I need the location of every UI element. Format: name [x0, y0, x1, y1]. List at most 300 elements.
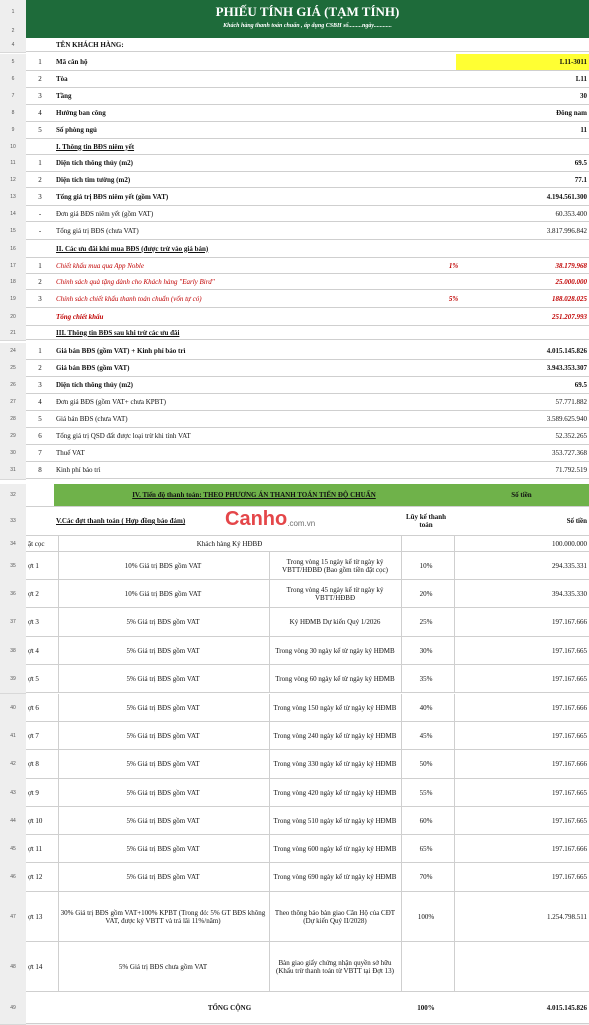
row-label: Giá bán BĐS (chưa VAT)	[56, 415, 128, 423]
column-divider	[401, 694, 402, 721]
watermark-brand: Canho	[225, 507, 288, 530]
payment-stage: ặt cọc	[28, 539, 45, 548]
row-number: 15	[0, 222, 26, 241]
column-divider	[58, 779, 59, 806]
row-number: 36	[0, 580, 26, 609]
discount-label: Chính sách quà tặng dành cho Khách hàng "Early Bird"	[56, 277, 215, 286]
after-discount-row	[26, 428, 589, 445]
customer-row	[26, 54, 589, 71]
column-divider	[454, 779, 455, 806]
discount-label: Chính sách chiết khấu thanh toán chuẩn (vốn tự có)	[56, 294, 202, 303]
payment-cumulative-percent: 30%	[419, 646, 433, 655]
page-title: PHIẾU TÍNH GIÁ (TẠM TÍNH)	[215, 4, 400, 19]
row-number: 38	[0, 637, 26, 666]
row-label: Giá bán BĐS (gồm VAT)	[56, 364, 130, 372]
payment-cumulative-percent: 40%	[419, 703, 433, 712]
payment-cumulative-percent: 65%	[419, 844, 433, 853]
payment-amount: 294.335.331	[552, 561, 587, 570]
payment-row	[26, 608, 589, 637]
column-divider	[58, 863, 59, 891]
listing-row	[26, 155, 589, 172]
payment-stage: ợt 1	[28, 561, 39, 570]
column-divider	[454, 580, 455, 607]
after-discount-row	[26, 411, 589, 428]
payment-stage: ợt 10	[28, 816, 43, 825]
payment-row	[26, 807, 589, 835]
payment-stage: ợt 4	[28, 646, 39, 655]
row-number: 24	[0, 343, 26, 361]
payment-row	[26, 863, 589, 892]
payment-cumulative-percent: 100%	[417, 912, 435, 921]
payment-amount: 394.335.330	[552, 589, 587, 598]
customer-row	[26, 105, 589, 122]
row-label: Đơn giá BĐS (gồm VAT+ chưa KPBT)	[56, 398, 166, 406]
payment-amount	[454, 942, 589, 991]
row-value: 3.943.353.307	[546, 364, 587, 372]
row-number: 30	[0, 445, 26, 463]
grand-total-label: TỔNG CỘNG	[207, 1003, 252, 1012]
payment-description: 10% Giá trị BĐS gồm VAT	[124, 561, 202, 570]
column-divider	[454, 552, 455, 579]
after-discount-row	[26, 343, 589, 360]
row-value: 353.727.368	[552, 449, 587, 457]
payment-description: 5% Giá trị BĐS gồm VAT	[126, 703, 200, 712]
row-index: 3	[38, 381, 42, 389]
column-divider	[269, 942, 270, 991]
row-number: 46	[0, 863, 26, 893]
payment-stage: ợt 11	[28, 844, 43, 853]
row-number: 20	[0, 308, 26, 327]
column-divider	[401, 637, 402, 664]
row-number: 19	[0, 290, 26, 309]
payment-cumulative-percent: 25%	[419, 618, 433, 626]
payment-amount: 100.000.000	[552, 539, 587, 548]
payment-description: 5% Giá trị BĐS gồm VAT	[126, 731, 200, 740]
payment-description: 5% Giá trị BĐS gồm VAT	[126, 618, 200, 626]
customer-row	[26, 71, 589, 88]
column-divider	[454, 694, 455, 721]
row-value: 4.194.561.300	[546, 192, 587, 201]
column-divider	[454, 722, 455, 749]
row-value: 30	[580, 92, 587, 100]
row-label: Đơn giá BĐS niêm yết (gồm VAT)	[56, 209, 154, 218]
discount-total-value: 251.207.993	[552, 312, 587, 321]
payment-description: 5% Giá trị BĐS gồm VAT	[126, 674, 200, 683]
after-discount-row	[26, 445, 589, 462]
discount-value: 25.000.000	[555, 277, 587, 286]
column-divider	[58, 892, 59, 941]
row-number: 28	[0, 411, 26, 429]
row-number: 16	[0, 240, 26, 259]
column-divider	[401, 665, 402, 692]
payment-amount: 1.254.798.511	[547, 912, 587, 921]
column-divider	[269, 863, 270, 891]
section-title: I. Thông tin BĐS niêm yết	[56, 142, 135, 151]
customer-row	[26, 122, 589, 139]
row-number: 34	[0, 536, 26, 553]
column-divider	[269, 835, 270, 862]
row-index: 1	[38, 159, 42, 167]
column-divider	[454, 750, 455, 778]
row-index: 7	[38, 449, 42, 457]
column-divider	[58, 552, 59, 579]
grand-total-percent: 100%	[417, 1003, 435, 1012]
payment-stage: ợt 2	[28, 589, 39, 598]
column-divider	[58, 608, 59, 636]
payment-cumulative-percent	[401, 536, 451, 551]
payment-row	[26, 665, 589, 693]
row-number: 27	[0, 394, 26, 412]
row-number: 2	[0, 24, 26, 39]
payment-timing: Trong vòng 600 ngày kể từ ngày ký HĐMB	[273, 844, 397, 853]
column-divider	[401, 807, 402, 834]
row-label: Diện tích tim tường (m2)	[56, 175, 131, 184]
row-label: Mã căn hộ	[56, 58, 88, 66]
row-label: Tòa	[56, 75, 68, 83]
row-number: 5	[0, 54, 26, 72]
row-index: 5	[38, 126, 42, 134]
column-divider	[269, 694, 270, 721]
row-index: 6	[38, 432, 42, 440]
row-value: 52.352.265	[555, 432, 587, 440]
row-number: 31	[0, 462, 26, 480]
payment-stage: ợt 9	[28, 788, 39, 797]
row-number: 47	[0, 892, 26, 943]
schedule-subheader: V.Các đợt thanh toán ( Hợp đồng bảo đảm)	[56, 517, 186, 525]
column-divider	[269, 807, 270, 834]
row-number: 49	[0, 992, 26, 1025]
row-label: Tổng giá trị BĐS niêm yết (gồm VAT)	[56, 192, 169, 201]
discount-percent	[426, 274, 481, 289]
grand-total-amount: 4.015.145.826	[546, 1003, 587, 1012]
page-subtitle: Khách hàng thanh toán chuẩn , áp dụng CSBH số.........ngày............	[223, 23, 392, 29]
discount-row	[26, 290, 589, 308]
column-divider	[401, 863, 402, 891]
row-number: 41	[0, 722, 26, 751]
column-divider	[58, 807, 59, 834]
row-index: 2	[38, 175, 42, 184]
column-divider	[401, 942, 402, 991]
column-divider	[269, 779, 270, 806]
row-number: 6	[0, 71, 26, 89]
row-number: 43	[0, 779, 26, 808]
row-index: 5	[38, 415, 42, 423]
payment-stage: ợt 5	[28, 674, 39, 683]
column-divider	[401, 552, 402, 579]
column-divider	[58, 665, 59, 692]
row-value: 71.792.519	[555, 466, 587, 474]
column-divider	[58, 694, 59, 721]
column-divider	[269, 892, 270, 941]
column-divider	[454, 835, 455, 862]
payment-description: 5% Giá trị BĐS gồm VAT	[126, 788, 200, 797]
discount-row	[26, 274, 589, 290]
row-value: 60.353.400	[555, 209, 587, 218]
column-divider	[269, 608, 270, 636]
row-label: Tổng giá trị QSD đất được loại trừ khi tính VAT	[56, 432, 191, 440]
row-index: 1	[38, 261, 42, 270]
row-label: Số phòng ngủ	[56, 126, 97, 134]
cumulative-header: Lũy kế thanh toán	[405, 513, 447, 529]
row-value: 11	[580, 126, 587, 134]
payment-stage: ợt 13	[28, 912, 43, 921]
column-divider	[58, 637, 59, 664]
row-value: L11-3011	[456, 54, 589, 70]
row-index: 1	[38, 58, 42, 66]
payment-amount: 197.167.666	[552, 703, 587, 712]
row-number: 18	[0, 274, 26, 291]
row-value: L11	[575, 75, 587, 83]
column-divider	[401, 750, 402, 778]
column-divider	[269, 552, 270, 579]
row-number: 44	[0, 807, 26, 836]
payment-cumulative-percent: 35%	[419, 674, 433, 683]
row-index: -	[38, 209, 42, 218]
row-number: 12	[0, 172, 26, 189]
row-number: 11	[0, 155, 26, 173]
payment-row	[26, 722, 589, 750]
column-divider	[454, 942, 455, 991]
listing-row	[26, 188, 589, 206]
payment-stage: ợt 8	[28, 760, 39, 768]
row-index: 3	[38, 92, 42, 100]
payment-amount: 197.167.665	[552, 731, 587, 740]
payment-timing: Trong vòng 30 ngày kể từ ngày ký HĐMB	[275, 646, 395, 655]
discount-percent: 5%	[448, 294, 459, 303]
payment-amount: 197.167.666	[552, 618, 587, 626]
payment-stage: ợt 6	[28, 703, 39, 712]
column-divider	[269, 637, 270, 664]
column-divider	[58, 942, 59, 991]
row-number: 17	[0, 258, 26, 275]
row-number: 39	[0, 665, 26, 694]
watermark-domain: .com.vn	[287, 518, 316, 528]
row-number: 8	[0, 105, 26, 123]
row-value: 4.015.145.826	[546, 347, 587, 355]
discount-label: Chiết khấu mua qua App Noble	[56, 261, 144, 270]
payment-timing: Trong vòng 150 ngày kể từ ngày ký HĐMB	[273, 703, 397, 712]
row-value: 69.5	[574, 381, 587, 389]
row-value: 69.5	[574, 159, 587, 167]
column-divider	[401, 835, 402, 862]
row-index: 2	[38, 277, 42, 286]
payment-stage: ợt 14	[28, 962, 43, 971]
column-divider	[401, 722, 402, 749]
payment-timing: Trong vòng 420 ngày kể từ ngày ký HĐMB	[273, 788, 397, 797]
row-index: 8	[38, 466, 42, 474]
row-label: Tổng giá trị BĐS (chưa VAT)	[56, 226, 139, 235]
payment-cumulative-percent: 50%	[419, 760, 433, 768]
payment-cumulative-percent: 45%	[419, 731, 433, 740]
payment-cumulative-percent: 60%	[419, 816, 433, 825]
column-divider	[401, 608, 402, 636]
payment-stage: ợt 3	[28, 618, 39, 626]
row-index: 2	[38, 75, 42, 83]
row-number: 48	[0, 942, 26, 993]
payment-description: Khách hàng Ký HĐBĐ	[196, 539, 263, 548]
payment-timing: Trong vòng 330 ngày kể từ ngày ký HĐMB	[273, 760, 397, 768]
payment-description: 5% Giá trị BĐS gồm VAT	[126, 816, 200, 825]
section-title: III. Thông tin BĐS sau khi trừ các ưu đãi	[56, 328, 180, 337]
payment-row	[26, 694, 589, 722]
watermark-logo	[225, 508, 315, 530]
payment-amount: 197.167.665	[552, 816, 587, 825]
payment-timing: Trong vòng 240 ngày kể từ ngày ký HĐMB	[273, 731, 397, 740]
payment-row	[26, 750, 589, 779]
row-value: 3.817.996.842	[546, 226, 587, 235]
row-number: 13	[0, 188, 26, 207]
customer-header-row	[26, 38, 589, 52]
column-divider	[401, 892, 402, 941]
column-divider	[269, 665, 270, 692]
row-index: 3	[38, 294, 42, 303]
section4-title-row	[26, 484, 589, 507]
row-number: 25	[0, 360, 26, 378]
payment-description: 5% Giá trị BĐS gồm VAT	[126, 646, 200, 655]
column-divider	[401, 779, 402, 806]
payment-description: 5% Giá trị BĐS chưa gồm VAT	[118, 962, 208, 971]
after-discount-row	[26, 377, 589, 394]
column-divider	[269, 722, 270, 749]
discount-total-label: Tổng chiết khấu	[56, 312, 104, 321]
row-number: 10	[0, 139, 26, 156]
discount-value: 38.179.968	[555, 261, 587, 270]
payment-amount: 197.167.666	[552, 844, 587, 853]
customer-row	[26, 88, 589, 105]
column-divider	[454, 637, 455, 664]
discount-value: 188.028.025	[552, 294, 587, 303]
discount-row	[26, 258, 589, 274]
section-title: II. Các ưu đãi khi mua BĐS (được trừ vào giá bán)	[56, 244, 209, 253]
column-divider	[58, 835, 59, 862]
column-divider	[269, 580, 270, 607]
row-value: Đông nam	[556, 109, 587, 117]
column-divider	[454, 863, 455, 891]
row-number: 14	[0, 206, 26, 223]
row-number: 21	[0, 326, 26, 341]
payment-amount: 197.167.666	[552, 760, 587, 768]
after-discount-row	[26, 394, 589, 411]
payment-cumulative-percent	[401, 942, 451, 991]
payment-cumulative-percent: 10%	[419, 561, 433, 570]
payment-description: 10% Giá trị BĐS gồm VAT	[124, 589, 202, 598]
payment-timing: Trong vòng 690 ngày kể từ ngày ký HĐMB	[273, 873, 397, 881]
column-divider	[454, 665, 455, 692]
column-divider	[269, 750, 270, 778]
payment-row	[26, 892, 589, 942]
payment-row	[26, 835, 589, 863]
row-index: -	[38, 226, 42, 235]
payment-amount: 197.167.665	[552, 788, 587, 797]
amount-header: Số tiền	[566, 517, 587, 525]
money-header: Số tiền	[454, 484, 589, 506]
payment-stage: ợt 7	[28, 731, 39, 740]
row-label: Kinh phí bảo trì	[56, 466, 101, 474]
column-divider	[454, 807, 455, 834]
row-number: 40	[0, 694, 26, 723]
row-label: Diện tích thông thủy (m2)	[56, 381, 134, 389]
payment-row	[26, 942, 589, 992]
row-value: 3.589.625.940	[546, 415, 587, 423]
column-divider	[401, 536, 402, 551]
row-index: 2	[38, 364, 42, 372]
row-label: Hướng ban công	[56, 109, 106, 117]
after-discount-row	[26, 462, 589, 479]
payment-timing: Trong vòng 60 ngày kể từ ngày ký HĐMB	[275, 674, 395, 683]
payment-row	[26, 779, 589, 807]
payment-timing: Trong vòng 45 ngày kể từ ngày ký VBTT/HĐBĐ	[286, 585, 384, 602]
payment-timing: Theo thông báo bàn giao Căn Hộ của CĐT (Dự kiến Quý II/2028)	[274, 908, 396, 925]
payment-row	[26, 580, 589, 608]
schedule-title: IV. Tiến độ thanh toán: THEO PHƯƠNG ÁN THANH TOÁN TIẾN ĐỘ CHUẨN	[54, 484, 454, 506]
customer-label: TÊN KHÁCH HÀNG:	[56, 40, 124, 49]
payment-timing: Trong vòng 510 ngày kể từ ngày ký HĐMB	[273, 816, 397, 825]
payment-stage: ợt 12	[28, 873, 43, 881]
column-divider	[58, 580, 59, 607]
row-number: 26	[0, 377, 26, 395]
after-discount-row	[26, 360, 589, 377]
payment-amount: 197.167.665	[552, 646, 587, 655]
row-value: 77.1	[574, 175, 587, 184]
row-number: 32	[0, 484, 26, 508]
column-divider	[58, 536, 59, 551]
row-number: 4	[0, 38, 26, 53]
payment-amount: 197.167.665	[552, 873, 587, 881]
payment-description: 5% Giá trị BĐS gồm VAT	[126, 760, 200, 768]
grand-total-row	[26, 992, 589, 1024]
discount-percent: 1%	[448, 261, 459, 270]
row-label: Tầng	[56, 92, 72, 100]
payment-description: 5% Giá trị BĐS gồm VAT	[126, 844, 200, 853]
payment-cumulative-percent: 70%	[419, 873, 433, 881]
row-number: 9	[0, 122, 26, 140]
payment-description: 5% Giá trị BĐS gồm VAT	[126, 873, 200, 881]
row-number: 29	[0, 428, 26, 446]
section2-title-row	[26, 240, 589, 258]
row-index: 1	[38, 347, 42, 355]
payment-amount: 197.167.665	[552, 674, 587, 683]
payment-cumulative-percent: 20%	[419, 589, 433, 598]
row-label: Thuế VAT	[56, 449, 85, 457]
payment-row	[26, 637, 589, 665]
column-divider	[58, 750, 59, 778]
column-divider	[58, 722, 59, 749]
row-label: Giá bán BĐS (gồm VAT) + Kinh phí bảo trì	[56, 347, 186, 355]
payment-row	[26, 552, 589, 580]
row-number: 7	[0, 88, 26, 106]
row-number: 1	[0, 0, 26, 25]
payment-description: 30% Giá trị BĐS gồm VAT+100% KPBT (Trong đó: 5% GT BĐS không VAT, được ký VBTT và trả lãi 11%/năm)	[60, 908, 266, 925]
payment-cumulative-percent: 55%	[419, 788, 433, 797]
row-number: 37	[0, 608, 26, 638]
listing-row	[26, 222, 589, 240]
row-number: 42	[0, 750, 26, 780]
discount-total-row	[26, 308, 589, 326]
row-index: 3	[38, 192, 42, 201]
listing-row	[26, 172, 589, 188]
listing-row	[26, 206, 589, 222]
section3-title-row	[26, 326, 589, 340]
row-number: 33	[0, 507, 26, 537]
row-value: 57.771.882	[555, 398, 587, 406]
payment-timing: Ký HĐMB Dự kiến Quý 1/2026	[289, 618, 381, 626]
payment-timing: Bàn giao giấy chứng nhận quyền sở hữu (Khấu trừ thanh toán từ VBTT tại Đợt 13)	[276, 958, 394, 975]
row-index: 4	[38, 109, 42, 117]
section1-title-row	[26, 139, 589, 155]
row-number: 45	[0, 835, 26, 864]
column-divider	[454, 892, 455, 941]
column-divider	[454, 608, 455, 636]
